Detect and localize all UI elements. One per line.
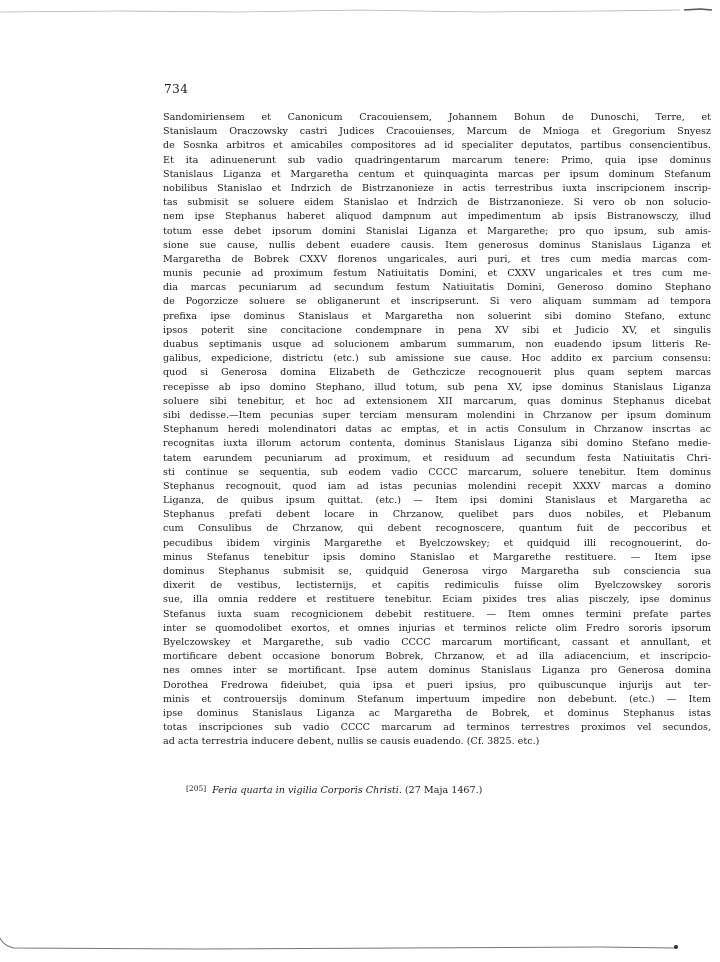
text-line: mortificare debent occasione bonorum Bobrek, Chrzanow, et ad illa adiacencium, et inscripcio- xyxy=(163,651,711,663)
text-line: nem ipse Stephanus haberet aliquod dampnum aut impedimentum ab ipsis Bistranowsczy, illud xyxy=(163,211,711,223)
text-line: tatem earundem pecuniarum ad proximum, et residuum ad secundum festa Natiuitatis Chri- xyxy=(163,452,711,464)
scan-edge-top xyxy=(0,6,720,18)
text-line: Et ita adinuenerunt sub vadio quadringentarum marcarum tenere: Primo, quia ipse dominus xyxy=(163,154,711,166)
text-line: Byelczowskey et Margarethe, sub vadio CCCC marcarum mortificant, cassant et annullant, et xyxy=(163,636,711,648)
text-line: nobilibus Stanislao et Indrzich de Bistrzanonieze in actis terrestribus iuxta inscripcionem inscrip- xyxy=(163,182,711,194)
footnote-number: [205] xyxy=(186,784,207,793)
text-line: nes omnes inter se mortificant. Ipse autem dominus Stanislaus Liganza pro Generosa domina xyxy=(163,665,711,677)
text-line: de Sosnka arbitros et amicabiles compositores ad id specialiter deputatos, partibus consencientibus. xyxy=(163,140,711,152)
body-text xyxy=(163,111,711,749)
text-line: Stanislaum Oraczowsky castri Judices Cracouienses, Marcum de Mnioga et Gregorium Snyesz xyxy=(163,126,711,138)
scan-edge-bottom xyxy=(0,928,720,958)
text-line: minus Stefanus tenebitur ipsis domino Stanislao et Margarethe restituere. — Item ipse xyxy=(163,551,711,563)
text-line: minis et controuersijs dominum Stefanum impertuum impedire non debebunt. (etc.) — Item xyxy=(163,693,711,705)
text-line: sue, illa omnia reddere et restituere tenebitur. Eciam pixides tres alias pisczely, ipse dominus xyxy=(163,594,711,606)
text-line: totum esse debet ipsorum domini Stanislai Liganza et Margarethe; pro quo ipsum, sub amis- xyxy=(163,225,711,237)
text-line: Stephanum heredi molendinatori datas ac emptas, et in actis Consulum in Chrzanow inscrtas ac xyxy=(163,424,711,436)
text-line: de Pogorzicze soluere se obliganerunt et inscripserunt. Si vero aliquam summam ad tempora xyxy=(163,296,711,308)
text-line: sti continue se sequentia, sub eodem vadio CCCC marcarum, soluere tenebitur. Item dominus xyxy=(163,466,711,478)
footnote-date: (27 Maja 1467.) xyxy=(401,785,483,796)
text-line: Sandomiriensem et Canonicum Cracouiensem, Johannem Bohun de Dunoschi, Terre, et xyxy=(163,112,711,123)
text-line: ad acta terrestria inducere debent, nullis se causis euadendo. (Cf. 3825. etc.) xyxy=(163,736,540,748)
text-line: sibi dedisse.—Item pecunias super terciam mensuram molendini in Chrzanow per ipsum dominum xyxy=(163,409,711,421)
text-line: recepisse ab ipso domino Stephano, illud totum, sub pena XV, ipse dominus Stanislaus Liganza xyxy=(163,381,711,393)
text-line: duabus septimanis usque ad solucionem ambarum summarum, non euadendo ipsum litteris Re- xyxy=(163,339,711,350)
text-line: recognitas iuxta illorum actorum contenta, dominus Stanislaus Liganza sibi domino Stefano medie- xyxy=(163,438,711,450)
text-line: pecudibus ibidem virginis Margarethe et Byelczowskey; et quidquid illi recognouerint, do- xyxy=(163,537,711,549)
footnote-heading-italic: Feria quarta in vigilia Corporis Christi. xyxy=(212,785,402,796)
text-line: ipse dominus Stanislaus Liganza ac Margaretha de Bobrek, et dominus Stephanus istas xyxy=(163,707,711,719)
text-line: inter se quomodolibet exortos, et omnes injurias et terminos relicte olim Fredro sororis ipsorum xyxy=(163,622,711,634)
text-line: Stanislaus Liganza et Margaretha centum et quinquaginta marcas per ipsum dominum Stefanum xyxy=(163,168,711,180)
text-line: prefixa ipse dominus Stanislaus et Margaretha non soluerint sibi domino Stefano, extunc xyxy=(163,310,711,322)
footnote xyxy=(186,782,706,798)
text-line: soluere sibi tenebitur, et hoc ad extensionem XII marcarum, quas dominus Stephanus dicebat xyxy=(163,395,711,407)
text-line: Liganza, de quibus ipsum quittat. (etc.) — Item ipsi domini Stanislaus et Margaretha ac xyxy=(163,495,711,507)
text-line: Stephanus recognouit, quod iam ad istas pecunias molendini recepit XXXV marcas a domino xyxy=(163,480,711,492)
text-line: dixerit de vestibus, lectisternijs, et capitis redimiculis fuisse olim Byelczowskey sororis xyxy=(163,580,711,592)
text-line: Margaretha de Bobrek CXXV florenos ungaricales, auri puri, et tres cum media marcas com- xyxy=(163,253,711,265)
text-line: tas submisit se soluere eidem Stanislao et Indrzich de Bistrzanonieze. Si vero ob non solucio- xyxy=(163,197,711,209)
text-line: sione sue cause, nullis debent euadere causis. Item generosus dominus Stanislaus Liganza et xyxy=(163,239,711,251)
text-line: totas inscripciones sub vadio CCCC marcarum ad terminos terrestres proximos vel secundos, xyxy=(163,722,711,734)
text-line: Dorothea Fredrowa fideiubet, quia ipsa et pueri ipsius, pro quibuscunque injurijs aut ter- xyxy=(163,679,711,691)
text-line: galibus, expedicione, districtu (etc.) sub amissione sue cause. Hoc addito ex parcium consensu: xyxy=(163,353,711,365)
text-line: dominus Stephanus submisit se, quidquid Generosa virgo Margaretha sub consciencia sua xyxy=(163,566,711,577)
text-line: quod si Generosa domina Elizabeth de Gethczicze recognouerit plus quam septem marcas xyxy=(163,367,711,379)
text-line: dia marcas pecuniarum ad secundum festum Natiuitatis Domini, Generoso domino Stephano xyxy=(163,282,711,294)
text-line: ipsos poterit sine concitacione condempnare in pena XV sibi et Judicio XV, et singulis xyxy=(163,324,711,336)
page-number: 734 xyxy=(164,82,189,96)
text-line: cum Consulibus de Chrzanow, qui debent recognoscere, quantum fuit de peccoribus et xyxy=(163,523,711,535)
text-line: munis pecunie ad proximum festum Natiuitatis Domini, et CXXV ungaricales et tres cum me- xyxy=(163,268,711,280)
text-line: Stefanus iuxta suam recognicionem debebit restituere. — Item omnes termini prefate partes xyxy=(163,608,711,620)
text-line: Stephanus prefati debent locare in Chrzanow, quelibet pars duos nobiles, et Plebanum xyxy=(163,509,711,521)
